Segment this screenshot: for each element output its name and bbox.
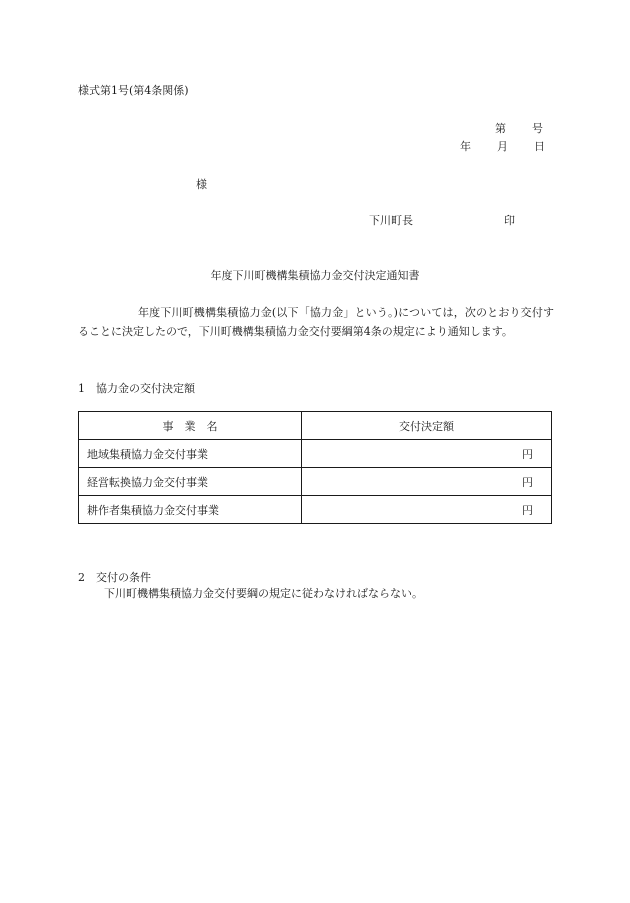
date-month: 月 (497, 140, 508, 153)
document-title: 年度下川町機構集積協力金交付決定通知書 (210, 269, 420, 282)
project-name-cell: 耕作者集積協力金交付事業 (79, 496, 302, 524)
amount-cell: 円 (302, 468, 552, 496)
table-row (79, 440, 552, 468)
date-day: 日 (534, 140, 545, 153)
amount-cell: 円 (302, 440, 552, 468)
condition-text: 下川町機構集積協力金交付要綱の規定に従わなければならない。 (104, 587, 423, 600)
sender-name: 下川町長 (369, 214, 413, 227)
project-name-cell: 経営転換協力金交付事業 (79, 468, 302, 496)
section-2-heading: 2 交付の条件 (78, 571, 151, 584)
amount-cell: 円 (302, 496, 552, 524)
table-row (79, 468, 552, 496)
project-name-cell: 地域集積協力金交付事業 (79, 440, 302, 468)
body-paragraph: 年度下川町機構集積協力金(以下「協力金」という。)については，次のとおり交付することに決定したので，下川町機構集積協力金交付要綱第4条の規定により通知します。 (78, 306, 554, 338)
table-row (79, 496, 552, 524)
grant-amount-table (78, 411, 552, 524)
form-number: 様式第1号(第4条関係) (78, 84, 189, 97)
addressee-suffix: 様 (196, 178, 207, 191)
date-line (460, 138, 545, 154)
number-label-dai: 第 (495, 122, 506, 135)
seal-mark: 印 (504, 214, 515, 227)
number-label-go: 号 (532, 122, 543, 135)
table-header-row (79, 412, 552, 440)
section-1-heading: 1 協力金の交付決定額 (78, 382, 195, 395)
column-header-amount: 交付決定額 (302, 412, 552, 440)
date-year: 年 (460, 140, 471, 153)
column-header-project-name: 事 業 名 (79, 412, 302, 440)
document-number-line (495, 120, 543, 136)
